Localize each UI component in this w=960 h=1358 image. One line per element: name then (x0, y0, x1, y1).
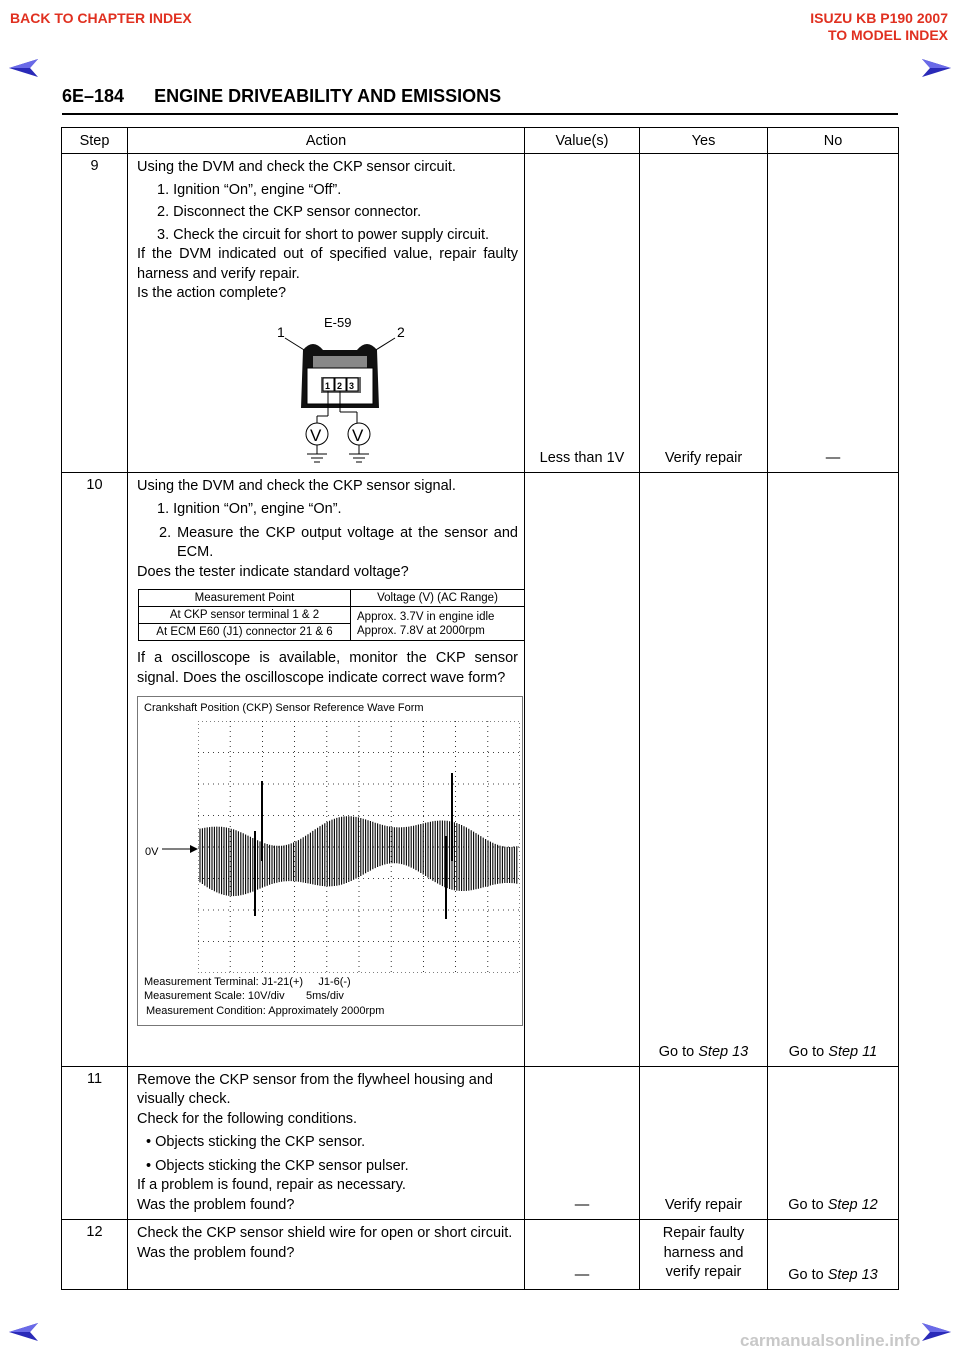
action-item: 1. Ignition “On”, engine “On”. (157, 501, 342, 517)
wire-label-2: 2 (397, 323, 405, 340)
action-question: Is the action complete? (137, 285, 287, 301)
scope-zero-arrow-icon (162, 844, 198, 854)
action-item: 2. Disconnect the CKP sensor connector. (157, 204, 422, 220)
action-question: Was the problem found? (137, 1244, 295, 1261)
table-header-row (62, 128, 899, 154)
no-cell: Go to Step 11 (768, 472, 899, 1066)
step-number: 10 (62, 472, 128, 1066)
header-step: Step (62, 128, 128, 154)
no-cell: Go to Step 13 (768, 1220, 899, 1290)
page-title: 6E–184 ENGINE DRIVEABILITY AND EMISSIONS (62, 86, 502, 106)
connector-id-label: E-59 (324, 314, 352, 330)
yes-cell: Go to Step 13 (640, 472, 768, 1066)
prev-page-arrow-bottom-icon[interactable] (8, 1322, 40, 1342)
watermark: carmanualsonline.info (740, 1331, 921, 1350)
action-intro: Using the DVM and check the CKP sensor circuit. (137, 159, 456, 175)
svg-text:2: 2 (337, 380, 343, 391)
value-cell: — (525, 1066, 640, 1220)
action-intro: Remove the CKP sensor from the flywheel housing and visually check. (137, 1071, 493, 1107)
action-intro: Using the DVM and check the CKP sensor signal. (137, 477, 456, 494)
no-cell: Go to Step 12 (768, 1066, 899, 1220)
value-cell: Less than 1V (525, 154, 640, 473)
step-number: 12 (62, 1220, 128, 1290)
scope-question: If a oscilloscope is available, monitor the CKP sensor signal. Does the oscilloscope indicate correct wave form? (137, 650, 518, 686)
next-page-arrow-bottom-icon[interactable] (920, 1322, 952, 1342)
scope-condition: Measurement Condition: Approximately 2000rpm (146, 1005, 385, 1017)
scope-scale: Measurement Scale: 10V/div 5ms/div (144, 990, 344, 1002)
svg-text:1: 1 (325, 380, 331, 391)
action-cell (128, 1066, 525, 1220)
connector-diagram (245, 308, 425, 468)
model-title[interactable]: ISUZU KB P190 2007 (810, 10, 948, 26)
svg-text:V: V (352, 425, 364, 445)
action-check: Check for the following conditions. (137, 1110, 358, 1127)
action-question: Was the problem found? (137, 1196, 295, 1213)
value-cell (525, 472, 640, 1066)
table-row (62, 1066, 899, 1220)
header-no: No (768, 128, 899, 154)
action-item: 1. Ignition “On”, engine “Off”. (157, 181, 342, 198)
step-link[interactable]: Step 12 (827, 1197, 878, 1213)
measure-point: At CKP sensor terminal 1 & 2 (139, 607, 351, 624)
step-number: 9 (62, 154, 128, 473)
table-row (62, 154, 899, 473)
action-intro: Check the CKP sensor shield wire for open or short circuit. (137, 1225, 513, 1241)
scope-waveform (198, 721, 520, 973)
next-page-arrow-icon[interactable] (920, 58, 952, 78)
title-divider (62, 113, 898, 115)
measurement-table (138, 589, 525, 641)
action-item: 2. Measure the CKP output voltage at the sensor and ECM. (159, 524, 518, 560)
action-bullet: • Objects sticking the CKP sensor. (146, 1134, 366, 1150)
yes-cell: Verify repair (640, 1066, 768, 1220)
measure-point: At ECM E60 (J1) connector 21 & 6 (139, 624, 351, 641)
svg-text:3: 3 (349, 380, 355, 391)
action-note: If a problem is found, repair as necessary. (137, 1177, 406, 1193)
measure-col-header: Voltage (V) (AC Range) (351, 590, 525, 607)
action-cell (128, 154, 525, 473)
model-index-link[interactable] (810, 10, 948, 44)
action-note: If the DVM indicated out of specified value, repair faulty harness and verify repair. (137, 246, 518, 282)
back-to-chapter-index-link[interactable]: BACK TO CHAPTER INDEX (10, 10, 192, 26)
oscilloscope-figure (137, 696, 523, 1026)
step-link[interactable]: Step 11 (828, 1043, 878, 1060)
measure-voltage: Approx. 3.7V in engine idle Approx. 7.8V at 2000rpm (351, 607, 525, 641)
prev-page-arrow-icon[interactable] (8, 58, 40, 78)
header-action: Action (128, 128, 525, 154)
table-row (62, 1220, 899, 1290)
action-bullet: • Objects sticking the CKP sensor pulser. (146, 1157, 409, 1174)
action-question: Does the tester indicate standard voltage? (137, 563, 409, 580)
wire-label-1: 1 (277, 323, 285, 340)
diagnostic-table (61, 127, 899, 1290)
yes-cell: Verify repair (640, 154, 768, 473)
action-cell (128, 1220, 525, 1290)
scope-terminal: Measurement Terminal: J1-21(+) J1-6(-) (144, 976, 351, 988)
action-item: 3. Check the circuit for short to power supply circuit. (157, 226, 490, 243)
scope-zero-label: 0V (145, 846, 159, 858)
header-yes: Yes (640, 128, 768, 154)
step-link[interactable]: Step 13 (698, 1043, 749, 1060)
header-values: Value(s) (525, 128, 640, 154)
to-model-index-label[interactable]: TO MODEL INDEX (827, 27, 948, 43)
svg-text:V: V (310, 425, 322, 445)
measure-col-header: Measurement Point (139, 590, 351, 607)
step-number: 11 (62, 1066, 128, 1220)
step-link[interactable]: Step 13 (827, 1266, 878, 1283)
value-cell: — (525, 1220, 640, 1290)
yes-cell: Repair faulty harness and verify repair (640, 1220, 768, 1290)
table-row (62, 472, 899, 1066)
no-cell: — (768, 154, 899, 473)
action-cell (128, 472, 525, 1066)
scope-title: Crankshaft Position (CKP) Sensor Reference Wave Form (144, 702, 424, 714)
